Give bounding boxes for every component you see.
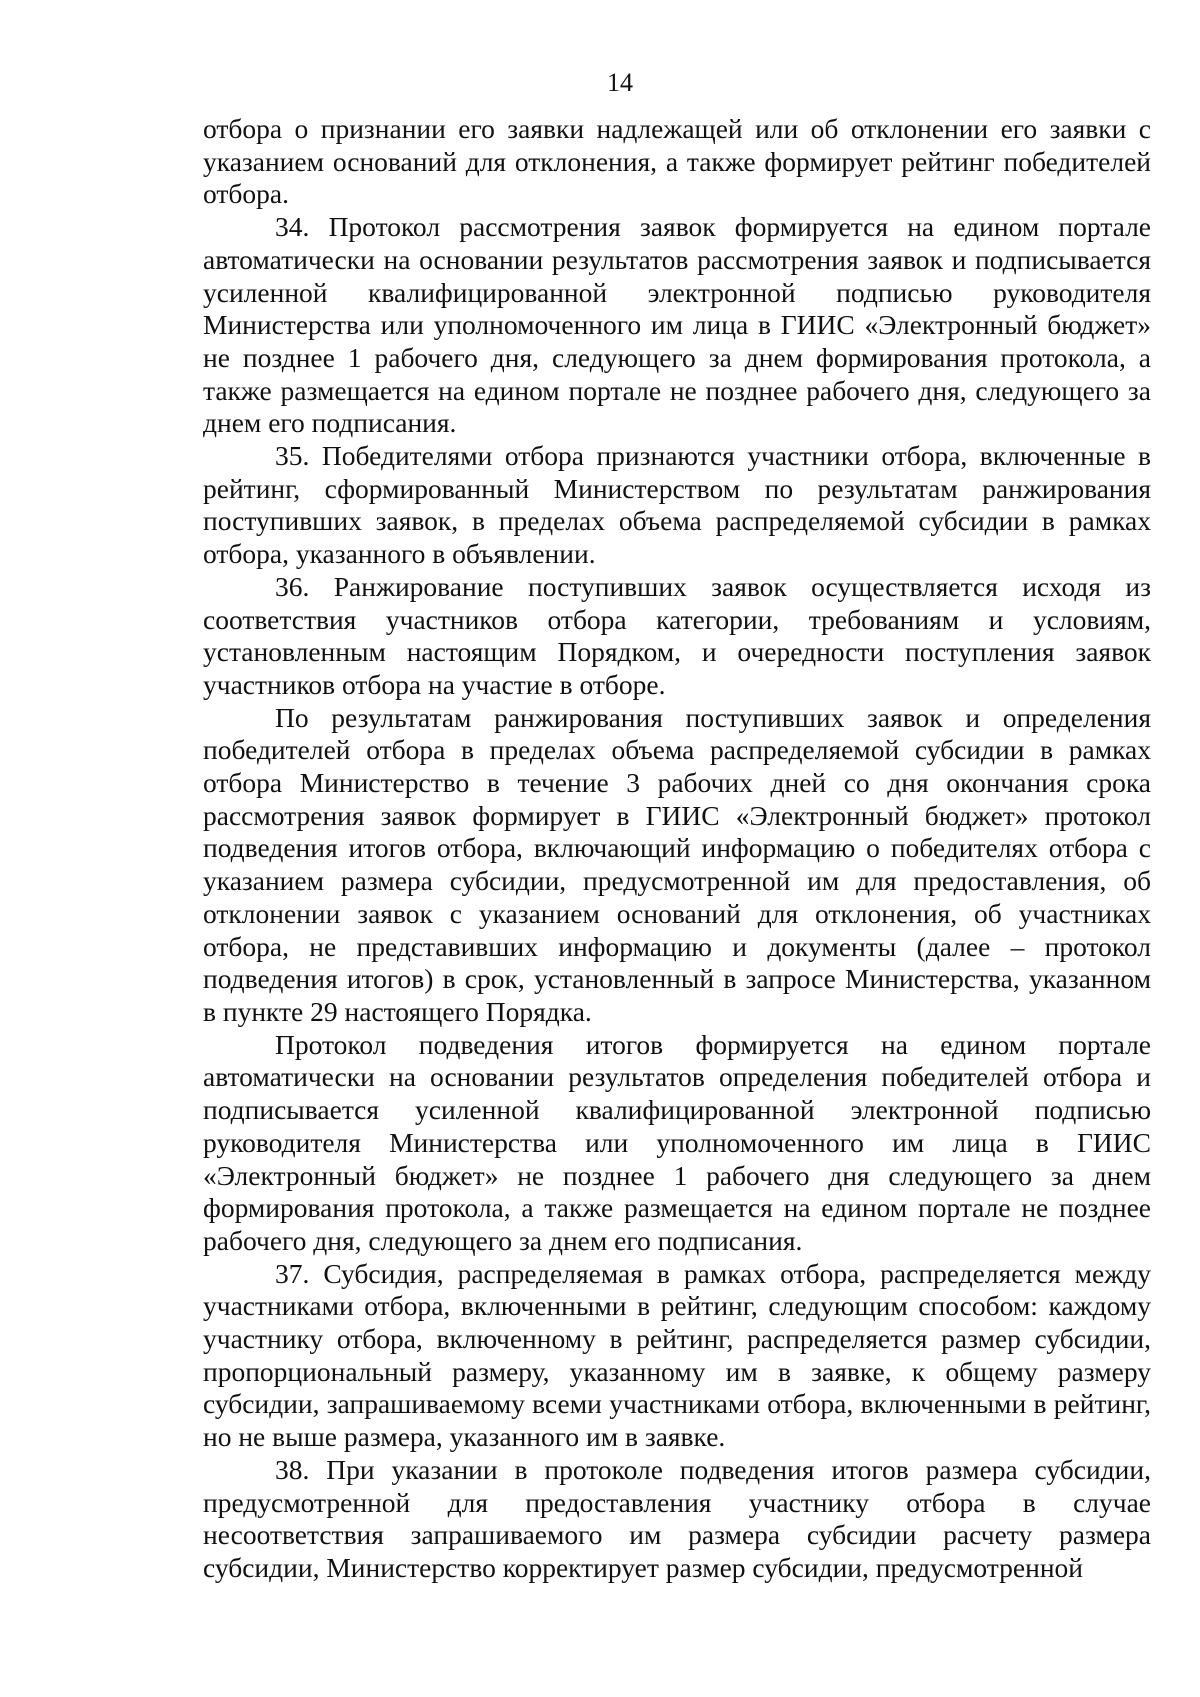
paragraph-35: 35. Победителями отбора признаются участники отбора, включенные в рейтинг, сформированный Министерством по результатам ранжирования поступивших заявок, в пределах объема распределяемой субсидии в рамках отбора, указанного в объявлении.: [203, 440, 1151, 570]
paragraph-34: 34. Протокол рассмотрения заявок формируется на едином портале автоматически на основании результатов рассмотрения заявок и подписывается усиленной квалифицированной электронной подписью руководителя Министерства или уполномоченного им лица в ГИИС «Электронный бюджет» не позднее 1 рабочего дня, следующего за днем формирования протокола, а также размещается на едином портале не позднее рабочего дня, следующего за днем его подписания.: [203, 211, 1151, 439]
paragraph-continuation: отбора о признании его заявки надлежащей или об отклонении его заявки с указанием оснований для отклонения, а также формирует рейтинг победителей отбора.: [203, 113, 1151, 210]
paragraph-38: 38. При указании в протоколе подведения итогов размера субсидии, предусмотренной для предоставления участнику отбора в случае несоответствия запрашиваемого им размера субсидии расчету размера субсидии, Министерство корректирует размер субсидии, предусмотренной: [203, 1453, 1151, 1583]
page-number: 14: [607, 68, 633, 97]
document-body: [203, 113, 1151, 1585]
paragraph-36-ranking-results: По результатам ранжирования поступивших заявок и определения победителей отбора в пределах объема распределяемой субсидии в рамках отбора Министерство в течение 3 рабочих дней со дня окончания срока рассмотрения заявок формирует в ГИИС «Электронный бюджет» протокол подведения итогов отбора, включающий информацию о победителях отбора с указанием размера субсидии, предусмотренной им для предоставления, об отклонении заявок с указанием оснований для отклонения, об участниках отбора, не представивших информацию и документы (далее – протокол подведения итогов) в срок, установленный в запросе Министерства, указанном в пункте 29 настоящего Порядка.: [203, 701, 1151, 1027]
paragraph-37: 37. Субсидия, распределяемая в рамках отбора, распределяется между участниками отбора, включенными в рейтинг, следующим способом: каждому участнику отбора, включенному в рейтинг, распределяется размер субсидии, пропорциональный размеру, указанному им в заявке, к общему размеру субсидии, запрашиваемому всеми участниками отбора, включенными в рейтинг, но не выше размера, указанного им в заявке.: [203, 1257, 1151, 1453]
paragraph-36: 36. Ранжирование поступивших заявок осуществляется исходя из соответствия участников отбора категории, требованиям и условиям, установленным настоящим Порядком, и очередности поступления заявок участников отбора на участие в отборе.: [203, 570, 1151, 700]
paragraph-36-protocol: Протокол подведения итогов формируется на едином портале автоматически на основании результатов определения победителей отбора и подписывается усиленной квалифицированной электронной подписью руководителя Министерства или уполномоченного им лица в ГИИС «Электронный бюджет» не позднее 1 рабочего дня следующего за днем формирования протокола, а также размещается на едином портале не позднее рабочего дня, следующего за днем его подписания.: [203, 1028, 1151, 1256]
